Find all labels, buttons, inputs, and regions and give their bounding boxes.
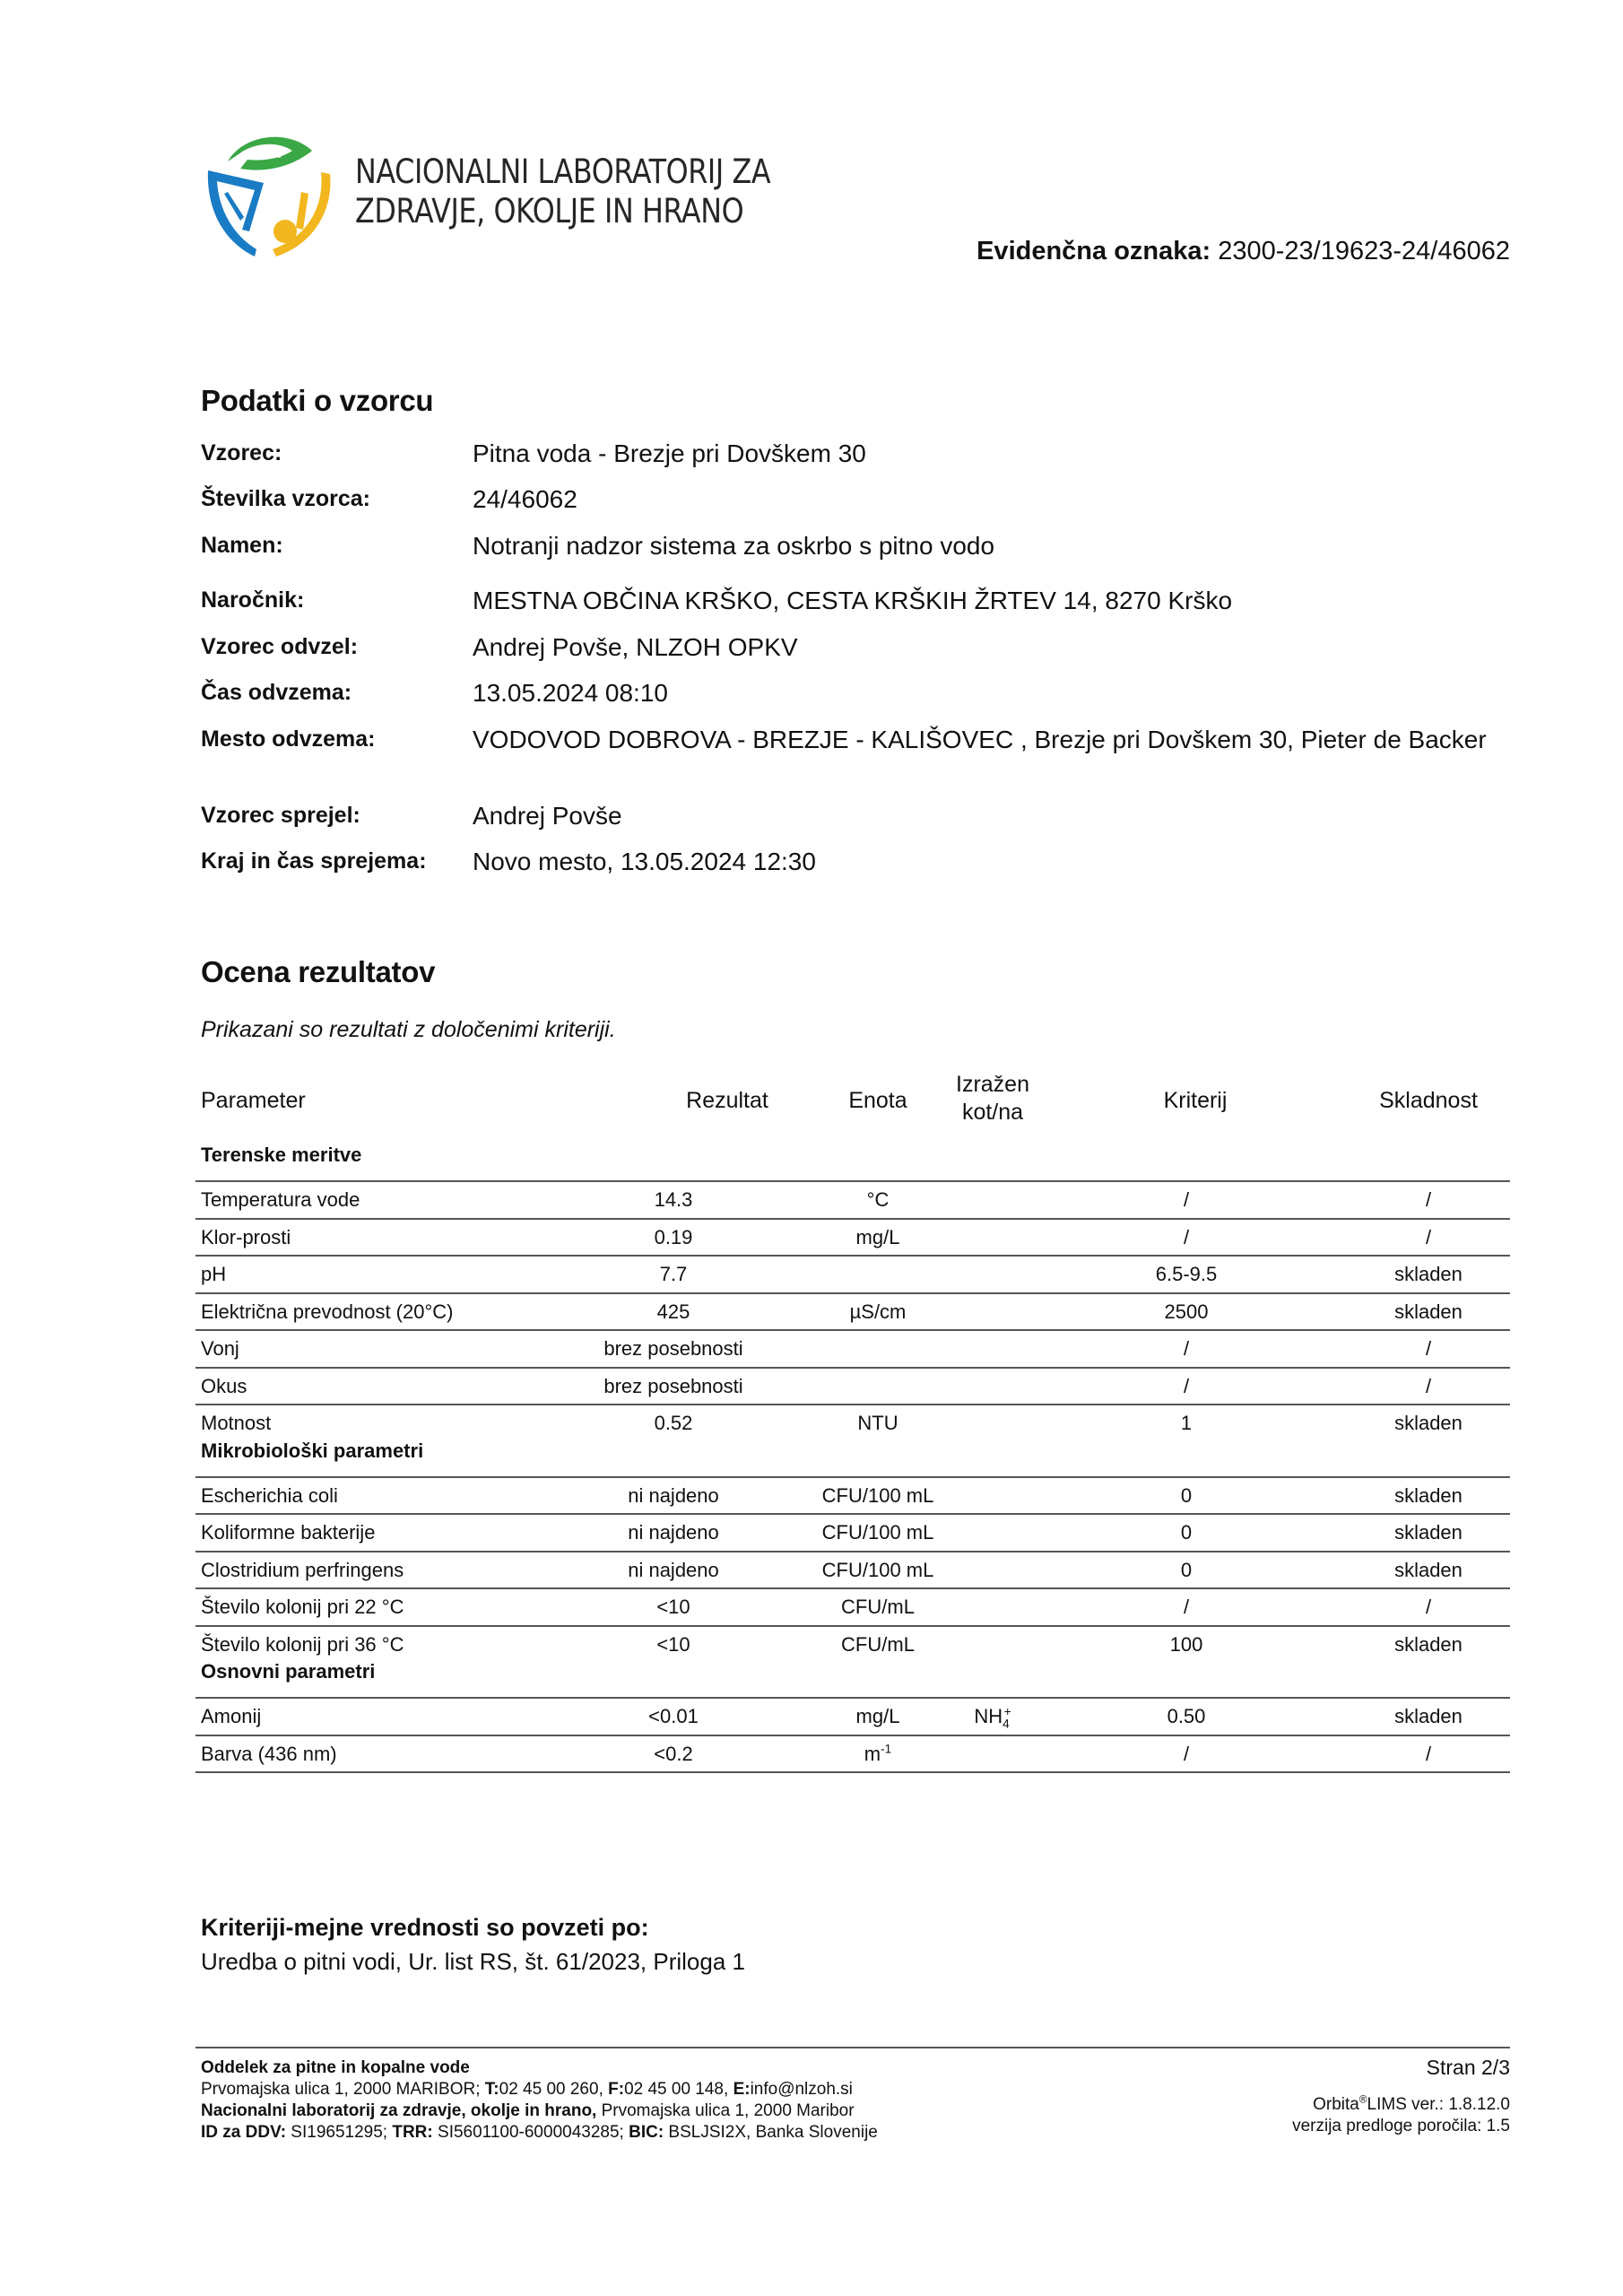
cell-compliance-text: / xyxy=(1425,1188,1432,1211)
cell-unit-exponent: -1 xyxy=(881,1742,892,1756)
cell-criterion-text: 2500 xyxy=(1164,1300,1209,1323)
cell-expressed xyxy=(948,1552,1037,1588)
cell-parameter xyxy=(201,1478,338,1514)
table-bottom-border xyxy=(195,1771,1510,1773)
cell-parameter-text: Koliformne bakterije xyxy=(201,1521,376,1544)
cell-criterion xyxy=(1115,1699,1258,1735)
cell-criterion xyxy=(1115,1515,1258,1551)
cell-criterion-text: 100 xyxy=(1169,1632,1203,1656)
table-row xyxy=(195,1515,1510,1551)
cell-parameter-text: Klor-prosti xyxy=(201,1225,291,1248)
cell-unit xyxy=(806,1294,950,1330)
cell-compliance xyxy=(1357,1220,1500,1256)
cell-unit-text: CFU/100 mL xyxy=(821,1483,934,1507)
cell-compliance xyxy=(1357,1257,1500,1292)
cell-unit-text: mg/L xyxy=(855,1705,900,1727)
email-value: info@nlzoh.si xyxy=(750,2080,853,2099)
cell-criterion-text: 0.50 xyxy=(1167,1705,1206,1727)
cell-criterion-text: 0 xyxy=(1180,1483,1193,1507)
cell-parameter xyxy=(201,1699,261,1735)
evidence-value: 2300-23/19623-24/46062 xyxy=(1218,237,1510,265)
cell-parameter-text: Escherichia coli xyxy=(201,1483,338,1507)
cell-criterion xyxy=(1115,1589,1258,1625)
cell-parameter-text: Motnost xyxy=(201,1412,272,1434)
cell-criterion xyxy=(1115,1294,1258,1330)
cell-compliance-text: skladen xyxy=(1394,1300,1462,1323)
cell-result xyxy=(602,1589,745,1625)
cell-parameter xyxy=(201,1294,453,1330)
cell-criterion xyxy=(1115,1220,1258,1256)
evidence-label: Evidenčna oznaka: xyxy=(976,237,1211,265)
cell-result-text: 0.19 xyxy=(654,1225,693,1248)
cell-criterion-text: / xyxy=(1183,1188,1190,1211)
results-note: Prikazani so rezultati z določenimi kriteriji. xyxy=(201,1017,616,1042)
cell-expressed-text: NH xyxy=(974,1705,1003,1727)
phone-label: T: xyxy=(484,2080,499,2099)
cell-compliance xyxy=(1357,1369,1500,1405)
organization-name-line1: NACIONALNI LABORATORIJ ZA xyxy=(355,152,771,191)
cell-criterion-text: 0 xyxy=(1180,1521,1193,1544)
cell-criterion xyxy=(1115,1182,1258,1218)
cell-result xyxy=(602,1515,745,1551)
cell-criterion xyxy=(1115,1736,1258,1772)
field-label: Kraj in čas sprejema: xyxy=(201,848,427,874)
cell-compliance-text: / xyxy=(1425,1374,1432,1397)
department-address: Prvomajska ulica 1, 2000 MARIBOR; xyxy=(201,2080,485,2099)
cell-unit xyxy=(806,1478,950,1514)
template-version: verzija predloge poročila: 1.5 xyxy=(1292,2117,1510,2135)
cell-criterion-text: / xyxy=(1183,1337,1190,1360)
cell-compliance xyxy=(1357,1478,1500,1514)
cell-parameter xyxy=(201,1627,404,1663)
fax-value: 02 45 00 148, xyxy=(624,2080,733,2099)
cell-parameter xyxy=(201,1736,337,1772)
cell-criterion-text: / xyxy=(1183,1225,1190,1248)
cell-result xyxy=(602,1369,745,1405)
cell-unit-text: m xyxy=(864,1742,881,1765)
cell-parameter-text: Clostridium perfringens xyxy=(201,1558,404,1581)
criteria-source-text: Uredba o pitni vodi, Ur. list RS, št. 61/2023, Priloga 1 xyxy=(201,1948,745,1975)
cell-criterion-text: 0 xyxy=(1180,1558,1193,1581)
cell-unit xyxy=(806,1736,950,1772)
field-value: 24/46062 xyxy=(473,485,577,513)
field-label: Naročnik: xyxy=(201,587,305,613)
table-row xyxy=(195,1405,1510,1441)
table-row xyxy=(195,1331,1510,1367)
cell-criterion-text: 1 xyxy=(1180,1412,1193,1434)
cell-criterion xyxy=(1115,1257,1258,1292)
table-group-label: Osnovni parametri xyxy=(201,1660,376,1683)
organization-name-line2: ZDRAVJE, OKOLJE IN HRANO xyxy=(355,192,744,230)
cell-compliance xyxy=(1357,1552,1500,1588)
cell-parameter-text: pH xyxy=(201,1263,227,1285)
nlzoh-logo-icon xyxy=(203,124,335,258)
cell-unit-text: °C xyxy=(866,1188,890,1211)
bic-value: BSLJSI2X, Banka Slovenije xyxy=(664,2123,878,2142)
cell-criterion-text: / xyxy=(1183,1374,1190,1397)
field-label: Čas odvzema: xyxy=(201,680,352,705)
cell-expressed xyxy=(948,1627,1037,1663)
cell-parameter xyxy=(201,1369,247,1405)
cell-expressed xyxy=(948,1182,1037,1218)
cell-result-text: 0.52 xyxy=(654,1412,693,1434)
evidence-number xyxy=(976,237,1510,266)
field-label: Številka vzorca: xyxy=(201,486,370,511)
cell-compliance-text: skladen xyxy=(1394,1263,1462,1285)
cell-compliance xyxy=(1357,1515,1500,1551)
field-value: 13.05.2024 08:10 xyxy=(473,679,668,707)
criteria-source-title: Kriteriji-mejne vrednosti so povzeti po: xyxy=(201,1914,649,1941)
table-group-label: Mikrobiološki parametri xyxy=(201,1439,424,1462)
cell-parameter-text: Okus xyxy=(201,1374,247,1397)
email-label: E: xyxy=(733,2080,751,2099)
cell-compliance-text: skladen xyxy=(1394,1521,1462,1544)
table-row xyxy=(195,1627,1510,1663)
cell-parameter xyxy=(201,1405,271,1441)
phone-value: 02 45 00 260, xyxy=(499,2080,609,2099)
cell-result xyxy=(602,1627,745,1663)
table-row xyxy=(195,1478,1510,1514)
cell-expressed xyxy=(948,1220,1037,1256)
table-row xyxy=(195,1369,1510,1405)
cell-unit-text: NTU xyxy=(857,1412,898,1434)
cell-unit xyxy=(806,1552,950,1588)
cell-parameter-text: Temperatura vode xyxy=(201,1188,360,1211)
cell-unit-text: CFU/mL xyxy=(841,1632,915,1656)
cell-expressed xyxy=(948,1699,1037,1735)
footer-divider xyxy=(195,2047,1510,2048)
registered-mark: ® xyxy=(1358,2093,1367,2106)
cell-expressed xyxy=(948,1589,1037,1625)
cell-result-text: brez posebnosti xyxy=(603,1337,743,1360)
cell-result-text: <10 xyxy=(656,1596,690,1618)
cell-result xyxy=(602,1405,745,1441)
cell-result-text: <0.01 xyxy=(648,1705,699,1727)
cell-unit-text: mg/L xyxy=(855,1225,900,1248)
column-header-expressed-line1: Izražen xyxy=(956,1072,1029,1097)
cell-criterion xyxy=(1115,1552,1258,1588)
cell-compliance xyxy=(1357,1405,1500,1441)
column-header-parameter: Parameter xyxy=(201,1088,306,1113)
department-name: Oddelek za pitne in kopalne vode xyxy=(201,2058,470,2077)
cell-compliance-text: / xyxy=(1425,1596,1432,1618)
table-group-label: Terenske meritve xyxy=(201,1144,362,1166)
cell-compliance-text: skladen xyxy=(1394,1705,1462,1727)
bic-label: BIC: xyxy=(629,2123,664,2142)
cell-criterion xyxy=(1115,1478,1258,1514)
cell-parameter-text: Amonij xyxy=(201,1705,262,1727)
footer-department xyxy=(201,2057,470,2079)
cell-unit-text: CFU/100 mL xyxy=(821,1558,934,1581)
cell-compliance xyxy=(1357,1699,1500,1735)
table-row xyxy=(195,1182,1510,1218)
cell-result xyxy=(602,1257,745,1292)
cell-unit xyxy=(806,1220,950,1256)
field-label: Mesto odvzema: xyxy=(201,726,376,752)
field-value: Andrej Povše xyxy=(473,802,622,830)
cell-compliance-text: skladen xyxy=(1394,1483,1462,1507)
column-header-criterion: Kriterij xyxy=(1163,1088,1228,1113)
cell-criterion-text: / xyxy=(1183,1596,1190,1618)
cell-compliance-text: skladen xyxy=(1394,1558,1462,1581)
cell-unit xyxy=(806,1627,950,1663)
vat-value: SI19651295; xyxy=(286,2123,393,2142)
cell-result xyxy=(602,1331,745,1367)
page-number: Stran 2/3 xyxy=(1426,2056,1510,2079)
field-value: Andrej Povše, NLZOH OPKV xyxy=(473,633,798,661)
cell-parameter xyxy=(201,1182,360,1218)
footer-contact xyxy=(201,2078,853,2100)
column-header-result: Rezultat xyxy=(686,1088,768,1113)
results-section-title: Ocena rezultatov xyxy=(201,955,436,988)
cell-unit xyxy=(806,1182,950,1218)
table-row xyxy=(195,1589,1510,1625)
table-row xyxy=(195,1257,1510,1292)
cell-compliance xyxy=(1357,1736,1500,1772)
sample-section-title: Podatki o vzorcu xyxy=(201,384,434,417)
institution-name: Nacionalni laboratorij za zdravje, okolje in hrano, xyxy=(201,2101,597,2120)
cell-unit-text: CFU/mL xyxy=(841,1596,915,1618)
cell-result-text: 14.3 xyxy=(654,1188,693,1211)
cell-expressed-superscript: + xyxy=(1003,1704,1011,1718)
cell-expressed xyxy=(948,1405,1037,1441)
field-value: MESTNA OBČINA KRŠKO, CESTA KRŠKIH ŽRTEV 14, 8270 Krško xyxy=(473,587,1233,614)
cell-criterion xyxy=(1115,1405,1258,1441)
cell-result-text: 425 xyxy=(656,1300,690,1323)
cell-parameter-text: Električna prevodnost (20°C) xyxy=(201,1300,454,1323)
fax-label: F: xyxy=(608,2080,625,2099)
field-value: Novo mesto, 13.05.2024 12:30 xyxy=(473,848,816,875)
cell-expressed xyxy=(948,1478,1037,1514)
table-row xyxy=(195,1220,1510,1256)
field-value: Pitna voda - Brezje pri Dovškem 30 xyxy=(473,439,866,467)
cell-criterion xyxy=(1115,1627,1258,1663)
field-value: Notranji nadzor sistema za oskrbo s pitno vodo xyxy=(473,532,995,560)
cell-expressed xyxy=(948,1257,1037,1292)
lims-version xyxy=(1313,2095,1510,2115)
cell-result-text: ni najdeno xyxy=(628,1558,719,1581)
cell-parameter xyxy=(201,1257,226,1292)
cell-result xyxy=(602,1220,745,1256)
field-label: Namen: xyxy=(201,533,283,558)
cell-parameter-text: Vonj xyxy=(201,1337,239,1360)
cell-parameter-text: Barva (436 nm) xyxy=(201,1742,337,1765)
cell-compliance xyxy=(1357,1589,1500,1625)
cell-result xyxy=(602,1294,745,1330)
cell-compliance-text: / xyxy=(1425,1337,1432,1360)
footer-banking xyxy=(201,2121,878,2144)
field-label: Vzorec: xyxy=(201,440,282,465)
cell-compliance-text: skladen xyxy=(1394,1632,1462,1656)
cell-parameter-text: Število kolonij pri 22 °C xyxy=(201,1596,404,1618)
column-header-expressed-line2: kot/na xyxy=(961,1100,1024,1125)
cell-expressed-subscript: 4 xyxy=(1002,1717,1010,1731)
footer-institution xyxy=(201,2100,855,2122)
cell-criterion-text: 6.5-9.5 xyxy=(1155,1263,1218,1285)
cell-result-text: brez posebnosti xyxy=(603,1374,743,1397)
cell-result-text: ni najdeno xyxy=(628,1483,719,1507)
column-header-compliance: Skladnost xyxy=(1379,1088,1478,1113)
cell-compliance xyxy=(1357,1331,1500,1367)
cell-compliance xyxy=(1357,1627,1500,1663)
table-row xyxy=(195,1294,1510,1330)
cell-compliance xyxy=(1357,1182,1500,1218)
cell-unit xyxy=(806,1699,950,1735)
lims-name: Orbita xyxy=(1313,2095,1359,2114)
field-label: Vzorec odvzel: xyxy=(201,634,359,659)
cell-result-text: <0.2 xyxy=(654,1742,693,1765)
organization-name xyxy=(355,152,770,231)
table-row xyxy=(195,1736,1510,1772)
cell-criterion xyxy=(1115,1369,1258,1405)
trr-label: TRR: xyxy=(392,2123,433,2142)
cell-unit-text: µS/cm xyxy=(849,1300,907,1323)
table-row xyxy=(195,1699,1510,1735)
column-header-expressed xyxy=(939,1071,1046,1126)
cell-result-text: 7.7 xyxy=(659,1263,688,1285)
cell-unit-text: CFU/100 mL xyxy=(821,1521,934,1544)
institution-address: Prvomajska ulica 1, 2000 Maribor xyxy=(596,2101,855,2120)
cell-compliance xyxy=(1357,1294,1500,1330)
cell-result xyxy=(602,1478,745,1514)
cell-expressed xyxy=(948,1369,1037,1405)
cell-expressed xyxy=(948,1331,1037,1367)
cell-compliance-text: skladen xyxy=(1394,1412,1462,1434)
cell-result xyxy=(602,1736,745,1772)
cell-parameter-text: Število kolonij pri 36 °C xyxy=(201,1632,404,1656)
cell-compliance-text: / xyxy=(1425,1742,1432,1765)
cell-parameter xyxy=(201,1515,375,1551)
cell-result xyxy=(602,1552,745,1588)
cell-parameter xyxy=(201,1331,239,1367)
cell-expressed xyxy=(948,1294,1037,1330)
cell-result xyxy=(602,1699,745,1735)
cell-parameter xyxy=(201,1220,291,1256)
cell-parameter xyxy=(201,1552,404,1588)
cell-unit xyxy=(806,1515,950,1551)
cell-unit xyxy=(806,1405,950,1441)
cell-expressed xyxy=(948,1515,1037,1551)
table-row xyxy=(195,1552,1510,1588)
column-header-unit: Enota xyxy=(848,1088,907,1113)
field-label: Vzorec sprejel: xyxy=(201,803,360,828)
cell-compliance-text: / xyxy=(1425,1225,1432,1248)
field-value: VODOVOD DOBROVA - BREZJE - KALIŠOVEC , Brezje pri Dovškem 30, Pieter de Backer xyxy=(473,726,1487,753)
cell-unit xyxy=(806,1589,950,1625)
trr-value: SI5601100-6000043285; xyxy=(432,2123,629,2142)
cell-result-text: ni najdeno xyxy=(628,1521,719,1544)
cell-criterion xyxy=(1115,1331,1258,1367)
vat-label: ID za DDV: xyxy=(201,2123,287,2142)
cell-parameter xyxy=(201,1589,404,1625)
cell-result-text: <10 xyxy=(656,1632,690,1656)
cell-expressed xyxy=(948,1736,1037,1772)
cell-criterion-text: / xyxy=(1183,1742,1190,1765)
lims-version-value: LIMS ver.: 1.8.12.0 xyxy=(1367,2095,1510,2114)
cell-result xyxy=(602,1182,745,1218)
